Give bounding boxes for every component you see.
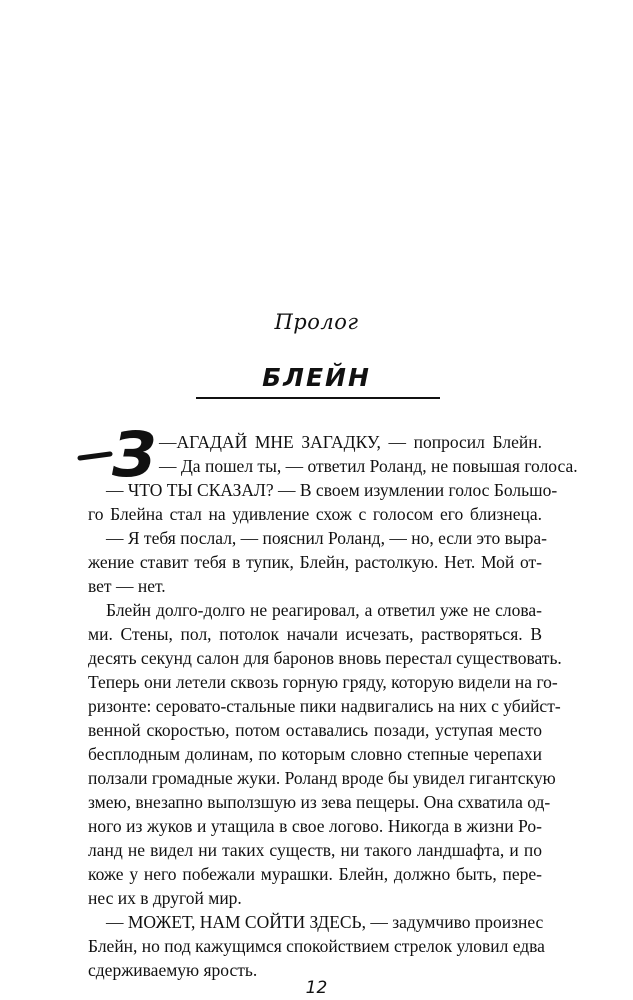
text-line: ризонте: серовато-стальные пики надвигались на них с убийст- [88,696,561,716]
text-line: Блейн, но под кажущимся спокойствием стрелок уловил едва [88,936,545,956]
text-line: ного из жуков и утащила в свое логово. Никогда в жизни Ро- [88,816,542,836]
drop-cap-letter: З [112,418,156,484]
text-line: ползали громадные жуки. Роланд вроде бы увидел гигантскую [88,768,556,788]
text-line: Теперь они летели сквозь горную гряду, которую видели на го- [88,672,558,692]
text-line: вет — нет. [88,576,166,596]
drop-cap-glyph [76,418,156,484]
text-line: бесплодным долинам, по которым словно степные черепахи [88,744,542,764]
text-line: — Да пошел ты, — ответил Роланд, не повышая голоса. [159,456,578,476]
text-line: венной скоростью, потом оставались позади, уступая место [88,720,542,740]
page-number: 12 [305,978,328,998]
text-line: — ЧТО ТЫ СКАЗАЛ? — В своем изумлении голос Большо- [106,480,558,500]
chapter-title: БЛЕЙН [262,363,371,392]
text-line: коже у него побежали мурашки. Блейн, должно быть, пере- [88,864,542,884]
text-line: — МОЖЕТ, НАМ СОЙТИ ЗДЕСЬ, — задумчиво произнес [106,912,544,932]
text-line: го Блейна стал на удивление схож с голосом его близнеца. [88,504,542,524]
text-line: ми. Стены, пол, потолок начали исчезать, растворяться. В [88,624,542,644]
text-line: —АГАДАЙ МНЕ ЗАГАДКУ, — попросил Блейн. [159,432,542,452]
title-underline [196,397,440,399]
section-label: Пролог [274,310,359,334]
text-line: нес их в другой мир. [88,888,242,908]
text-line: змею, внезапно выползшую из зева пещеры. Она схватила од- [88,792,551,812]
text-line: ланд не видел ни таких существ, ни такого ландшафта, и по [88,840,542,860]
text-line: десять секунд салон для баронов вновь перестал существовать. [88,648,562,668]
text-line: Блейн долго-долго не реагировал, а ответил уже не слова- [106,600,542,620]
text-line: жение ставит тебя в тупик, Блейн, растолкую. Нет. Мой от- [88,552,542,572]
text-line: — Я тебя послал, — пояснил Роланд, — но, если это выра- [106,528,547,548]
drop-cap [76,418,156,484]
text-line: сдерживаемую ярость. [88,960,258,980]
